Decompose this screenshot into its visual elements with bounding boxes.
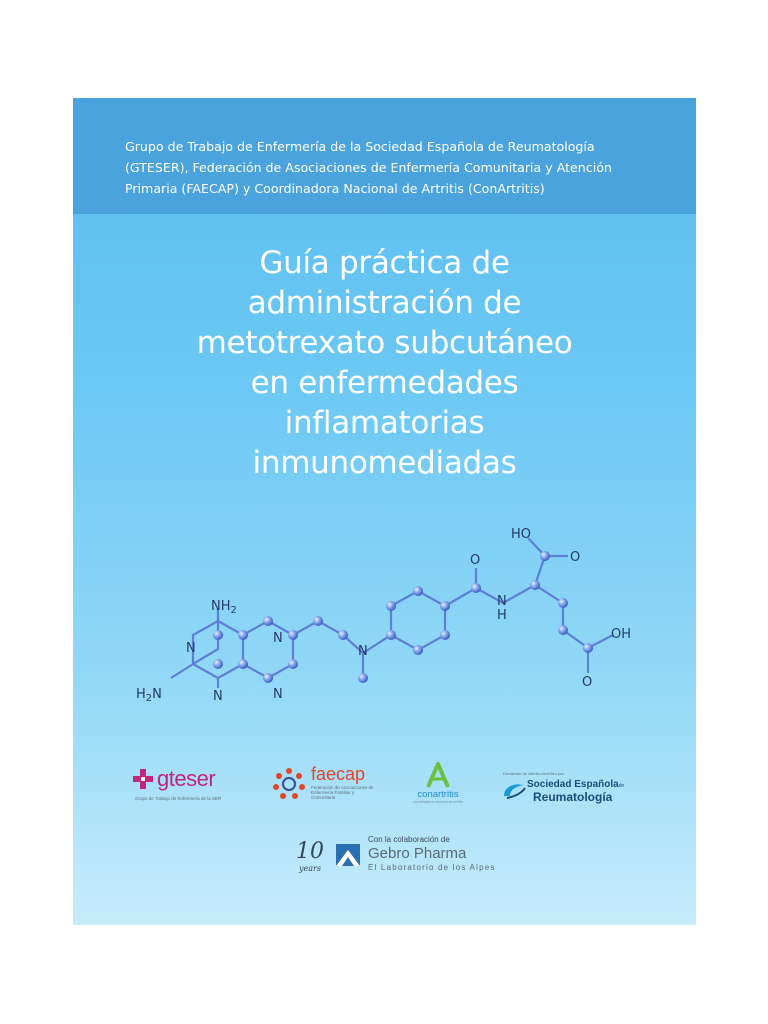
gebro-tagline: El Laboratorio de los Alpes xyxy=(368,863,496,872)
svg-text:H: H xyxy=(497,608,507,623)
gebro-sponsor xyxy=(293,835,496,885)
anniversary-badge: 10 years xyxy=(296,839,324,873)
svg-text:O: O xyxy=(570,550,581,565)
ser-line1: Sociedad Españolade xyxy=(527,779,625,790)
ser-swoosh-icon xyxy=(501,780,527,800)
gteser-wordmark: gteser xyxy=(157,766,216,791)
svg-text:N: N xyxy=(273,687,283,702)
conartritis-logo xyxy=(408,762,468,805)
faecap-circle-icon xyxy=(271,766,307,802)
document-title: Guía práctica de administración de metotrexato subcutáneo en enfermedades inflamatorias inmunomediadas xyxy=(196,245,573,481)
faecap-wordmark: faecap xyxy=(311,764,366,784)
svg-text:N: N xyxy=(186,641,196,656)
svg-text:N: N xyxy=(497,594,507,609)
svg-text:O: O xyxy=(470,553,481,568)
molecule-atoms xyxy=(213,551,593,683)
cover-page xyxy=(73,98,696,925)
svg-text:N: N xyxy=(358,644,368,659)
ser-endorsement: Declarado de interés científico por: xyxy=(503,771,565,776)
conartritis-caption: coordinadora nacional de artritis xyxy=(413,800,463,804)
ser-line2: Reumatología xyxy=(533,790,613,804)
gebro-collab-text: Con la colaboración de xyxy=(368,835,450,844)
svg-text:N: N xyxy=(213,689,223,704)
svg-text:N: N xyxy=(273,631,283,646)
svg-text:O: O xyxy=(582,675,593,690)
faecap-caption: Federación de Asociaciones de Enfermería Familiar y Comunitaria xyxy=(311,785,374,800)
svg-text:H2N: $H_2N$ xyxy=(136,687,162,704)
gebro-wordmark: Gebro Pharma xyxy=(368,845,467,862)
molecule-labels xyxy=(136,527,631,704)
svg-text:NH2: $NH_2$ xyxy=(211,599,237,616)
conartritis-a-icon xyxy=(424,762,452,788)
gebro-mountain-icon xyxy=(336,844,360,866)
svg-text:OH: OH xyxy=(611,627,632,642)
gteser-caption: Grupo de Trabajo de Enfermería de la SER xyxy=(135,796,222,801)
conartritis-wordmark: conartritis xyxy=(417,789,459,800)
svg-text:HO: HO xyxy=(511,527,532,542)
organizations-text: Grupo de Trabajo de Enfermería de la Sociedad Española de Reumatología (GTESER), Federación de Asociaciones de Enfermería Comunitaria y Atención Primaria (FAECAP) y Coordinadora Nacional de Artritis (ConArtritis) xyxy=(125,139,612,196)
gteser-cross-icon xyxy=(133,769,153,789)
